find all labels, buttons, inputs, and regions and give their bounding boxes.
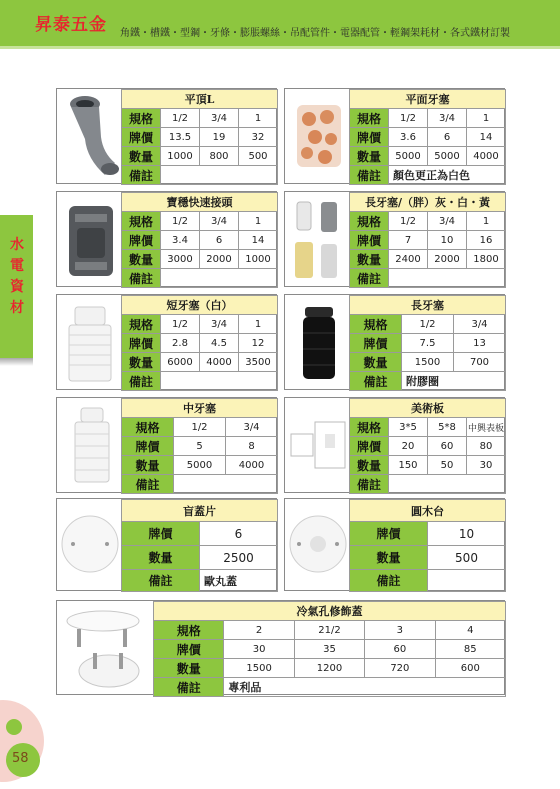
spec-cell: 3/4 [200, 315, 239, 334]
qty-cell: 3000 [161, 250, 200, 269]
qty-cell: 720 [365, 659, 435, 678]
spec-cell: 3 [365, 621, 435, 640]
ac-hole-cover-image [63, 607, 143, 691]
note-cell: 專利品 [224, 678, 506, 697]
spec-label: 規格 [350, 418, 389, 437]
short-plug-image [61, 303, 119, 385]
spec-label: 規格 [122, 109, 161, 128]
spec-cell: 1 [467, 212, 506, 231]
round-base-image [287, 513, 349, 575]
note-label: 備註 [154, 678, 224, 697]
qty-cell: 5000 [428, 147, 467, 166]
price-cell: 3.6 [389, 128, 428, 147]
pipe-elbow-image [63, 93, 119, 179]
qty-cell: 2000 [428, 250, 467, 269]
price-cell: 7 [389, 231, 428, 250]
product-title: 圓木台 [350, 500, 506, 522]
note-cell [428, 570, 506, 592]
spec-cell: 1 [467, 109, 506, 128]
quick-connector-image [65, 200, 117, 280]
price-table [121, 499, 278, 592]
spec-label: 規格 [350, 212, 389, 231]
note-label: 備註 [350, 475, 389, 494]
spec-cell: 3/4 [200, 212, 239, 231]
product-title: 美術板 [350, 399, 506, 418]
qty-cell: 5000 [389, 147, 428, 166]
price-label: 牌價 [122, 522, 200, 546]
spec-label: 規格 [350, 315, 402, 334]
product-card-long-plug [284, 294, 505, 390]
price-table [349, 89, 506, 185]
price-table [349, 499, 506, 592]
product-title: 盲蓋片 [122, 500, 278, 522]
qty-cell: 1200 [294, 659, 364, 678]
price-cell: 60 [428, 437, 467, 456]
note-cell [389, 269, 506, 288]
price-table [121, 192, 278, 288]
spec-cell: 21/2 [294, 621, 364, 640]
price-cell: 13.5 [161, 128, 200, 147]
price-cell: 6 [200, 522, 278, 546]
product-card-medium-plug [56, 397, 277, 493]
price-cell: 6 [200, 231, 239, 250]
price-table [121, 295, 278, 391]
long-plug-fat-image [289, 198, 347, 282]
qty-cell: 30 [467, 456, 506, 475]
price-cell: 12 [239, 334, 278, 353]
qty-cell: 1500 [224, 659, 294, 678]
note-label: 備註 [350, 269, 389, 288]
spec-cell: 4 [435, 621, 505, 640]
spec-cell: 2 [224, 621, 294, 640]
price-label: 牌價 [122, 128, 161, 147]
spec-label: 規格 [122, 418, 174, 437]
spec-cell: 1/2 [161, 109, 200, 128]
spec-cell: 3/4 [428, 212, 467, 231]
price-cell: 30 [224, 640, 294, 659]
spec-cell: 3/4 [428, 109, 467, 128]
spec-cell: 1/2 [402, 315, 454, 334]
qty-cell: 3500 [239, 353, 278, 372]
medium-plug-image [65, 404, 117, 488]
price-cell: 5 [174, 437, 226, 456]
note-cell [161, 269, 278, 288]
qty-cell: 2400 [389, 250, 428, 269]
product-title: 冷氣孔修飾蓋 [154, 602, 506, 621]
product-card-short-plug [56, 294, 277, 390]
product-title: 短牙塞（白） [122, 296, 278, 315]
price-cell: 13 [454, 334, 506, 353]
product-title: 長牙塞/（胖）灰・白・黃 [350, 193, 506, 212]
product-card-elbow [56, 88, 277, 184]
qty-cell: 500 [428, 546, 506, 570]
note-label: 備註 [122, 570, 200, 592]
price-table [121, 398, 278, 494]
note-label: 備註 [122, 269, 161, 288]
qty-cell: 150 [389, 456, 428, 475]
blank-cover-image [59, 513, 121, 575]
note-cell [174, 475, 278, 494]
qty-cell: 4000 [226, 456, 278, 475]
note-label: 備註 [350, 166, 389, 185]
spec-cell: 1/2 [389, 212, 428, 231]
price-label: 牌價 [350, 334, 402, 353]
price-cell: 10 [428, 231, 467, 250]
spec-cell: 3/4 [226, 418, 278, 437]
note-cell: 歐丸蓋 [200, 570, 278, 592]
price-table [121, 89, 278, 185]
product-card-long-plug-fat [284, 191, 505, 287]
note-label: 備註 [122, 166, 161, 185]
price-cell: 6 [428, 128, 467, 147]
spec-cell: 1 [239, 315, 278, 334]
decorative-dot [6, 719, 22, 735]
note-cell [161, 372, 278, 391]
side-tab-shadow [0, 358, 33, 366]
spec-cell: 3/4 [200, 109, 239, 128]
qty-cell: 800 [200, 147, 239, 166]
price-label: 牌價 [154, 640, 224, 659]
product-title: 寶穩快速接頭 [122, 193, 278, 212]
spec-cell: 3*5 [389, 418, 428, 437]
price-cell: 3.4 [161, 231, 200, 250]
spec-cell: 1/2 [389, 109, 428, 128]
price-cell: 60 [365, 640, 435, 659]
spec-cell: 3/4 [454, 315, 506, 334]
qty-cell: 1800 [467, 250, 506, 269]
price-label: 牌價 [122, 231, 161, 250]
note-label: 備註 [350, 570, 428, 592]
spec-cell: 1 [239, 212, 278, 231]
price-label: 牌價 [350, 437, 389, 456]
price-label: 牌價 [122, 334, 161, 353]
spec-cell: 5*8 [428, 418, 467, 437]
qty-label: 數量 [350, 250, 389, 269]
qty-cell: 1000 [239, 250, 278, 269]
qty-cell: 50 [428, 456, 467, 475]
price-cell: 20 [389, 437, 428, 456]
qty-label: 數量 [350, 546, 428, 570]
product-card-ac-hole-cover [56, 600, 505, 695]
brand-title: 昇泰五金 [35, 15, 107, 35]
price-cell: 7.5 [402, 334, 454, 353]
price-cell: 8 [226, 437, 278, 456]
spec-cell: 1/2 [161, 315, 200, 334]
price-table [153, 601, 506, 697]
note-cell [161, 166, 278, 185]
note-cell: 顏色更正為白色 [389, 166, 506, 185]
price-cell: 2.8 [161, 334, 200, 353]
qty-label: 數量 [154, 659, 224, 678]
price-cell: 14 [239, 231, 278, 250]
price-cell: 19 [200, 128, 239, 147]
qty-cell: 5000 [174, 456, 226, 475]
brand-tagline: 角鐵・槽鐵・型鋼・牙條・膨脹螺絲・吊配管件・電器配管・輕鋼架耗材・各式鐵材訂製 [120, 28, 510, 39]
price-cell: 4.5 [200, 334, 239, 353]
note-label: 備註 [122, 475, 174, 494]
price-cell: 80 [467, 437, 506, 456]
qty-label: 數量 [350, 353, 402, 372]
qty-cell: 2500 [200, 546, 278, 570]
product-card-quick-connector [56, 191, 277, 287]
product-title: 平面牙塞 [350, 90, 506, 109]
spec-label: 規格 [154, 621, 224, 640]
price-cell: 16 [467, 231, 506, 250]
note-label: 備註 [122, 372, 161, 391]
qty-label: 數量 [122, 353, 161, 372]
qty-cell: 1500 [402, 353, 454, 372]
art-board-image [287, 418, 349, 474]
spec-cell: 中興表板 [467, 418, 506, 437]
page-number: 58 [12, 751, 29, 766]
note-cell: 附膠圈 [402, 372, 506, 391]
spec-cell: 1 [239, 109, 278, 128]
qty-label: 數量 [350, 147, 389, 166]
long-plug-image [295, 303, 343, 385]
price-label: 牌價 [350, 128, 389, 147]
price-cell: 10 [428, 522, 506, 546]
product-card-flat-plug [284, 88, 505, 184]
spec-label: 規格 [350, 109, 389, 128]
qty-cell: 500 [239, 147, 278, 166]
side-tab-label: 水電資材 [10, 237, 24, 316]
product-title: 中牙塞 [122, 399, 278, 418]
note-label: 備註 [350, 372, 402, 391]
product-title: 長牙塞 [350, 296, 506, 315]
flat-plug-bag-image [291, 101, 347, 171]
header-band [0, 46, 560, 49]
qty-cell: 2000 [200, 250, 239, 269]
product-card-blank-cover [56, 498, 277, 591]
price-cell: 85 [435, 640, 505, 659]
qty-label: 數量 [122, 147, 161, 166]
product-card-art-board [284, 397, 505, 493]
price-table [349, 192, 506, 288]
price-cell: 14 [467, 128, 506, 147]
qty-label: 數量 [122, 250, 161, 269]
qty-label: 數量 [350, 456, 389, 475]
spec-label: 規格 [122, 315, 161, 334]
qty-cell: 4000 [467, 147, 506, 166]
price-table [349, 295, 506, 391]
product-card-round-base [284, 498, 505, 591]
qty-cell: 1000 [161, 147, 200, 166]
qty-label: 數量 [122, 456, 174, 475]
product-title: 平頂L [122, 90, 278, 109]
spec-cell: 1/2 [161, 212, 200, 231]
qty-cell: 600 [435, 659, 505, 678]
qty-cell: 6000 [161, 353, 200, 372]
price-label: 牌價 [350, 231, 389, 250]
price-cell: 32 [239, 128, 278, 147]
qty-label: 數量 [122, 546, 200, 570]
qty-cell: 700 [454, 353, 506, 372]
price-label: 牌價 [350, 522, 428, 546]
qty-cell: 4000 [200, 353, 239, 372]
price-label: 牌價 [122, 437, 174, 456]
spec-label: 規格 [122, 212, 161, 231]
price-table [349, 398, 506, 494]
price-cell: 35 [294, 640, 364, 659]
note-cell [389, 475, 506, 494]
spec-cell: 1/2 [174, 418, 226, 437]
